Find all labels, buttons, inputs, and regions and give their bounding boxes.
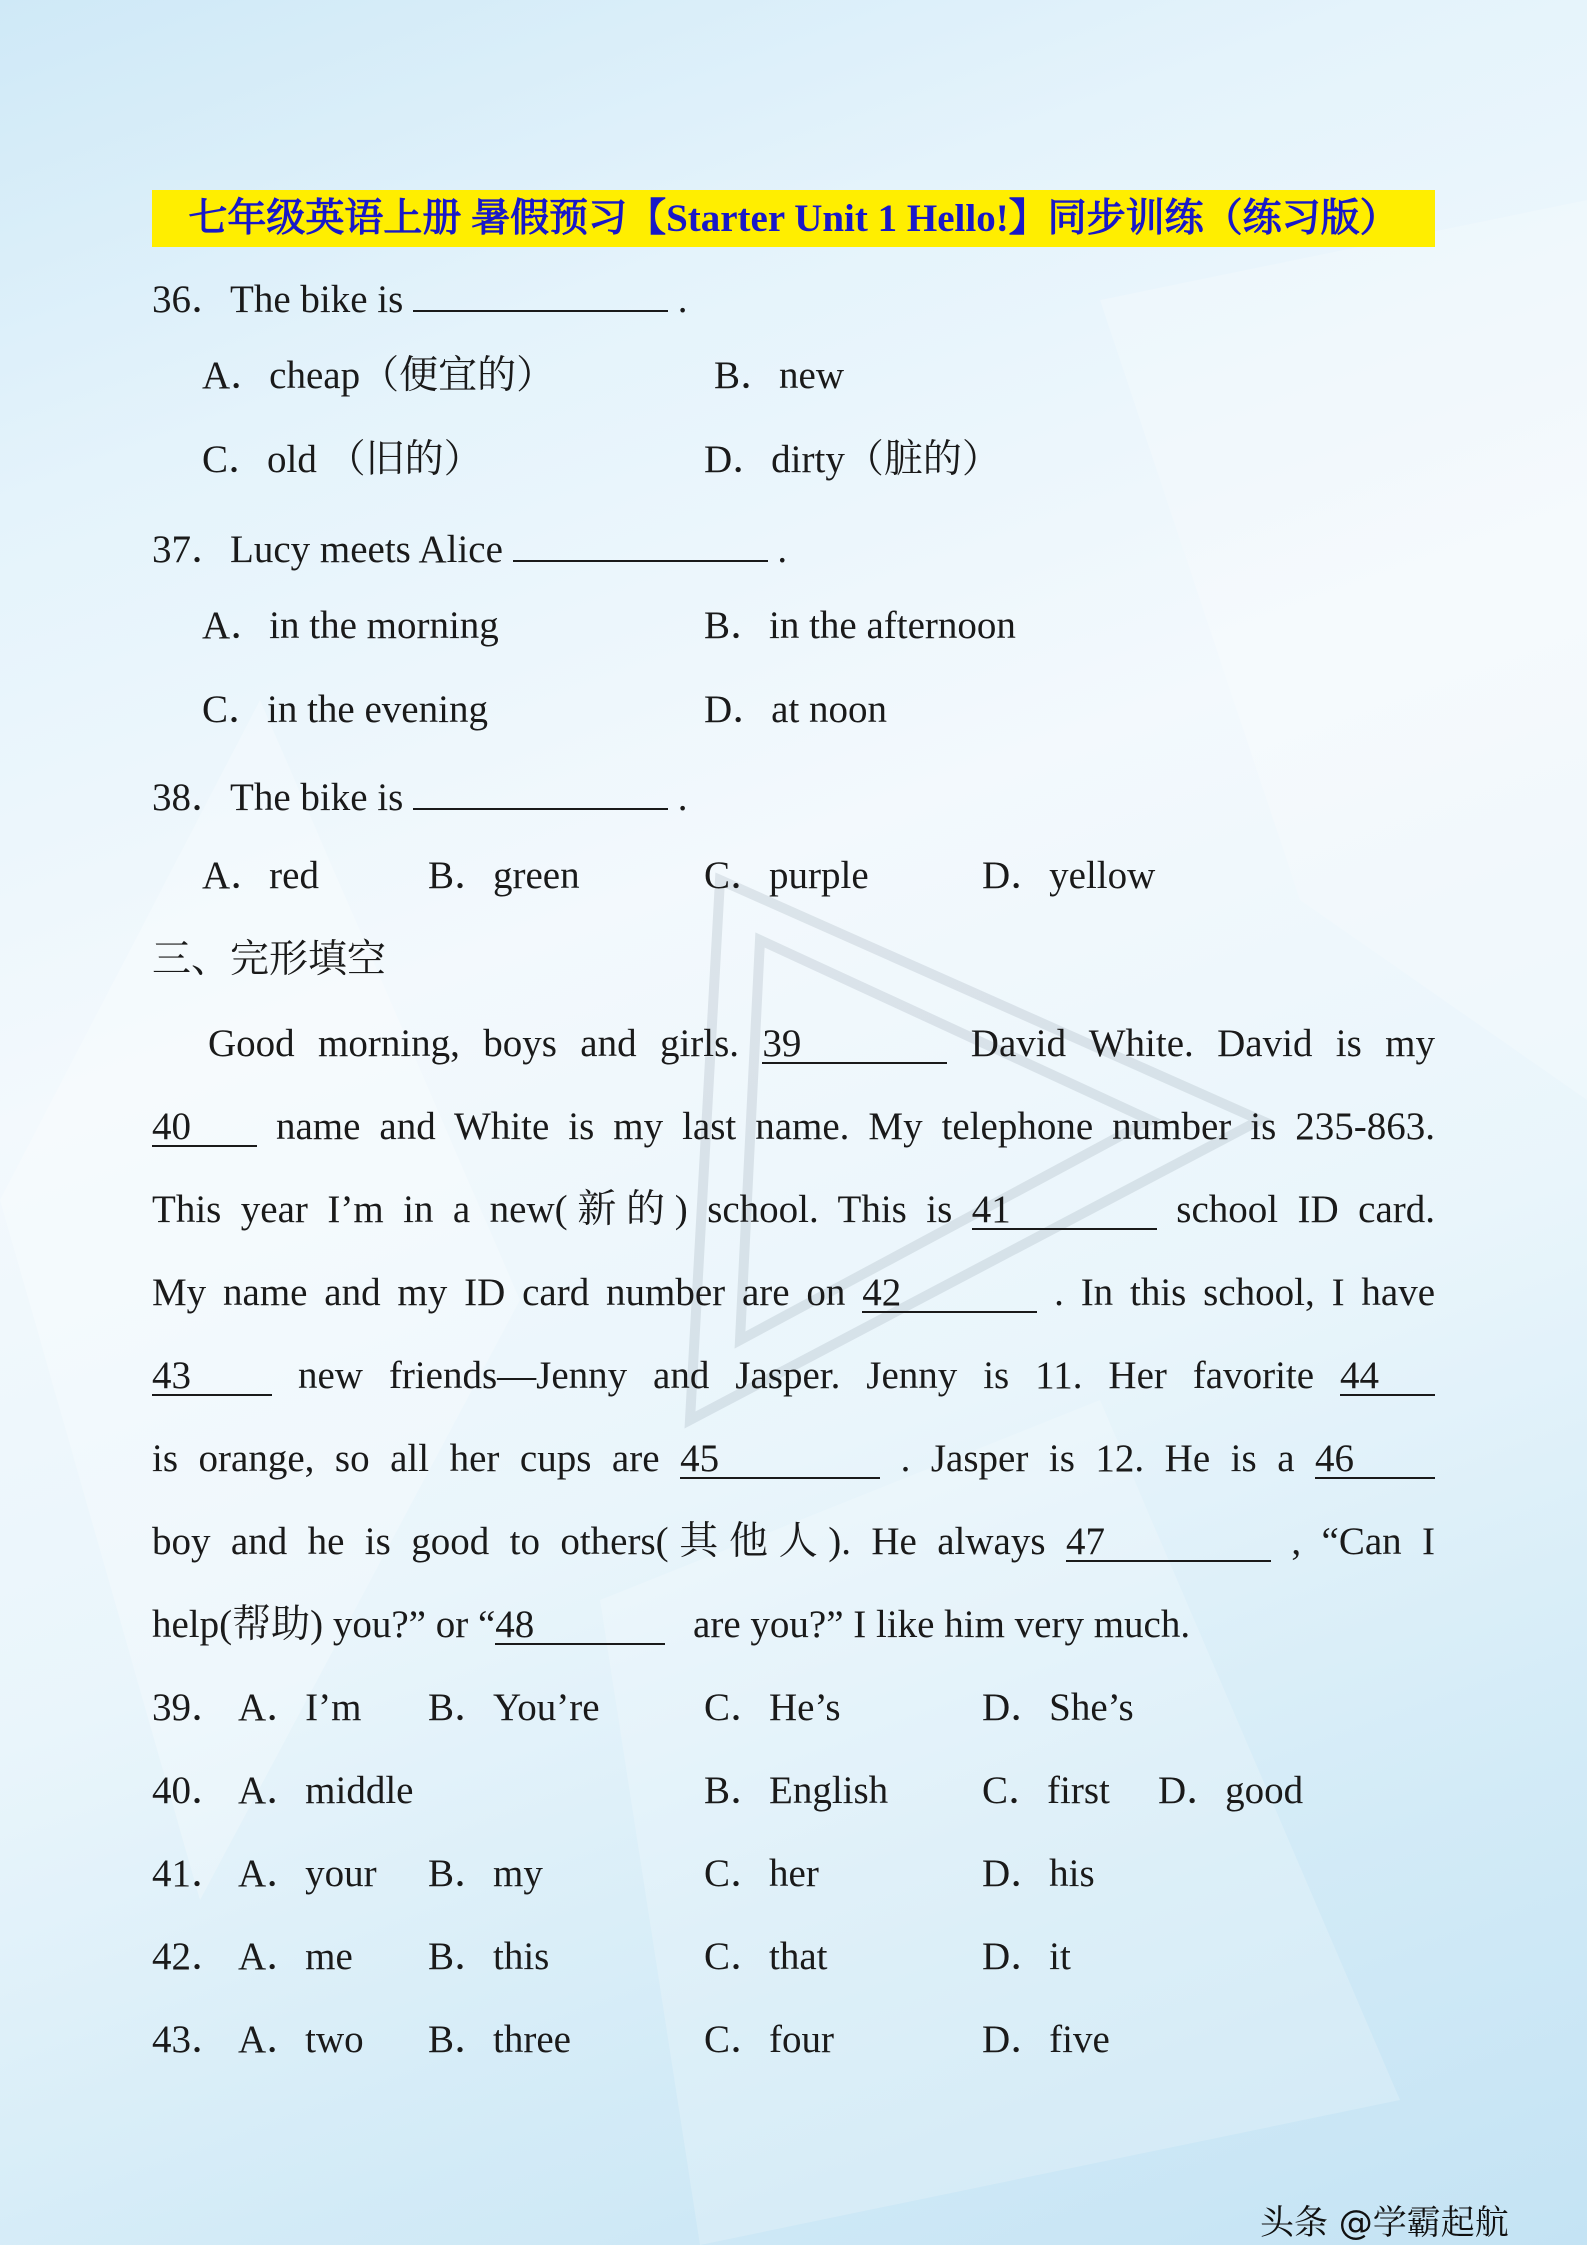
section-title: 三、完形填空 [152,938,387,981]
choice-number: 40． [152,1769,231,1812]
option: C．that [704,1935,828,1978]
option: C．purple [704,854,869,897]
passage-line: help(帮助) you?” or “48 are you?” I like him very much. [152,1603,1191,1646]
option: C．He’s [704,1686,841,1729]
option: D．She’s [982,1686,1134,1729]
question-36-stem: 36．The bike is . [152,270,688,324]
choice-number: 43． [152,2018,231,2061]
passage-line: is orange, so all her cups are 45 . Jasper is 12. He is a 46 [152,1435,1435,1483]
question-37-stem: 37．Lucy meets Alice . [152,520,787,574]
passage-line: Good morning, boys and girls. 39 David White. David is my [208,1022,1435,1065]
cloze-blank-43: 43 [152,1354,272,1396]
passage-line: boy and he is good to others(其他人). He always 47 , “Can I [152,1520,1436,1563]
option: B．my [428,1852,543,1895]
question-38-stem: 38．The bike is . [152,768,688,822]
cloze-blank-46: 46 [1315,1437,1435,1479]
option: A．red [202,854,319,897]
option: B．three [428,2018,571,2061]
option: D．good [1158,1769,1304,1812]
answer-blank [413,270,668,312]
worksheet-title: 七年级英语上册 暑假预习【Starter Unit 1 Hello!】同步训练（练习版） [152,190,1435,247]
option: C．first [982,1769,1110,1812]
passage-line: 43 new friends—Jenny and Jasper. Jenny is 11. Her favorite 44 [152,1352,1435,1400]
option: C．in the evening [202,688,488,731]
choice-number: 39． [152,1686,231,1729]
option: B．You’re [428,1686,600,1729]
option: A．two [238,2018,364,2061]
option: B．English [704,1769,889,1812]
option: C．four [704,2018,834,2061]
option: B．green [428,854,580,897]
answer-blank [413,768,668,810]
option: A．me [238,1935,353,1978]
passage-line: This year I’m in a new(新的) school. This is 41 school ID card. [152,1188,1436,1231]
option: D．five [982,2018,1110,2061]
option: A．I’m [238,1686,362,1729]
option: C．old （旧的） [202,438,483,481]
source-watermark: 头条 @学霸起航 [1260,2203,1509,2243]
cloze-blank-45: 45 [680,1437,880,1479]
option: A．cheap（便宜的） [202,354,556,397]
option: A．in the morning [202,604,499,647]
option: D．dirty（脏的） [704,438,1001,481]
cloze-blank-39: 39 [762,1022,947,1064]
cloze-blank-42: 42 [862,1271,1037,1313]
option: A．middle [238,1769,414,1812]
choice-number: 41． [152,1852,231,1895]
option: D．it [982,1935,1071,1978]
choice-number: 42． [152,1935,231,1978]
option: C．her [704,1852,819,1895]
option: B．new [714,354,844,397]
option: A．your [238,1852,377,1895]
option: B．this [428,1935,550,1978]
cloze-blank-41: 41 [972,1188,1157,1230]
option: B．in the afternoon [704,604,1016,647]
cloze-blank-44: 44 [1340,1354,1435,1396]
cloze-blank-48: 48 [495,1603,665,1645]
passage-line: My name and my ID card number are on 42 . In this school, I have [152,1271,1436,1314]
cloze-blank-40: 40 [152,1105,257,1147]
option: D．yellow [982,854,1156,897]
cloze-blank-47: 47 [1066,1520,1271,1562]
passage-line: 40 name and White is my last name. My telephone number is 235-863. [152,1105,1435,1148]
option: D．at noon [704,688,888,731]
option: D．his [982,1852,1095,1895]
answer-blank [513,520,768,562]
